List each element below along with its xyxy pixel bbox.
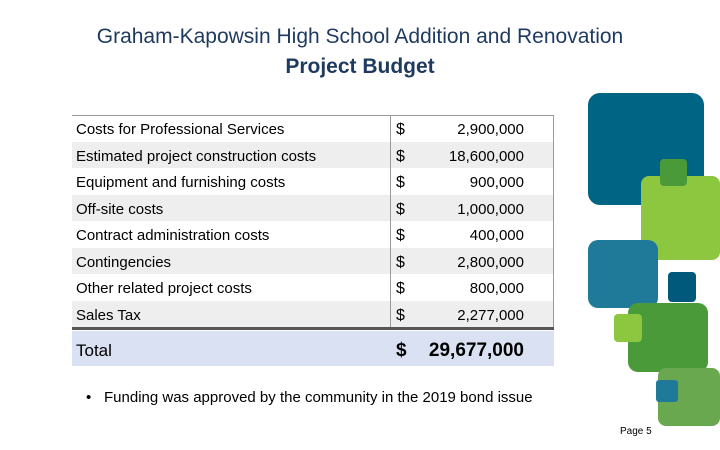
bullet-symbol: • [86,389,92,406]
decor-square-lime-small [614,314,642,342]
row-amount: 2,900,000 [457,121,524,138]
table-column-divider [390,115,391,329]
row-currency: $ [396,227,405,244]
row-amount: 18,600,000 [448,147,524,165]
decor-square-teal-mid [588,240,658,308]
budget-row-professional-services [72,115,554,142]
row-amount: 2,277,000 [457,306,524,324]
row-currency: $ [396,306,405,324]
decor-square-teal-small [668,272,696,302]
row-amount: 2,800,000 [457,253,524,271]
funding-note [86,389,533,406]
row-amount: 1,000,000 [457,200,524,218]
total-amount: 29,677,000 [428,340,524,361]
budget-row-off-site [72,195,554,222]
row-label: Off-site costs [76,200,164,218]
total-currency: $ [396,340,407,361]
row-currency: $ [396,147,405,165]
title-line-2: Project Budget [285,55,435,78]
decor-square-teal-tiny [656,380,678,402]
row-currency: $ [396,174,405,191]
row-label: Contingencies [76,253,172,271]
row-label: Contract administration costs [76,227,270,244]
page-number: Page 5 [620,426,652,437]
row-label: Sales Tax [76,306,141,324]
total-label: Total [76,341,112,360]
row-label: Costs for Professional Services [76,121,285,138]
row-currency: $ [396,200,405,218]
row-label: Other related project costs [76,280,252,297]
slide-title [0,22,720,82]
table-total-separator [72,327,554,330]
decor-square-green-small [660,159,687,186]
row-amount: 800,000 [469,280,524,297]
budget-row-construction [72,142,554,169]
row-label: Equipment and furnishing costs [76,174,286,191]
budget-total-row [72,331,554,366]
funding-note-text: Funding was approved by the community in the 2019 bond issue [104,389,533,406]
budget-row-other-related [72,274,554,301]
budget-row-contingencies [72,248,554,275]
budget-row-contract-admin [72,221,554,248]
row-amount: 400,000 [469,227,524,244]
row-currency: $ [396,121,405,138]
budget-table [72,115,554,366]
row-currency: $ [396,280,405,297]
budget-row-equipment [72,168,554,195]
table-right-border [553,115,554,329]
table-top-border [72,115,554,116]
row-label: Estimated project construction costs [76,147,317,165]
budget-row-sales-tax [72,301,554,328]
title-line-1: Graham-Kapowsin High School Addition and Renovation [96,25,624,48]
row-amount: 900,000 [469,174,524,191]
row-currency: $ [396,253,405,271]
